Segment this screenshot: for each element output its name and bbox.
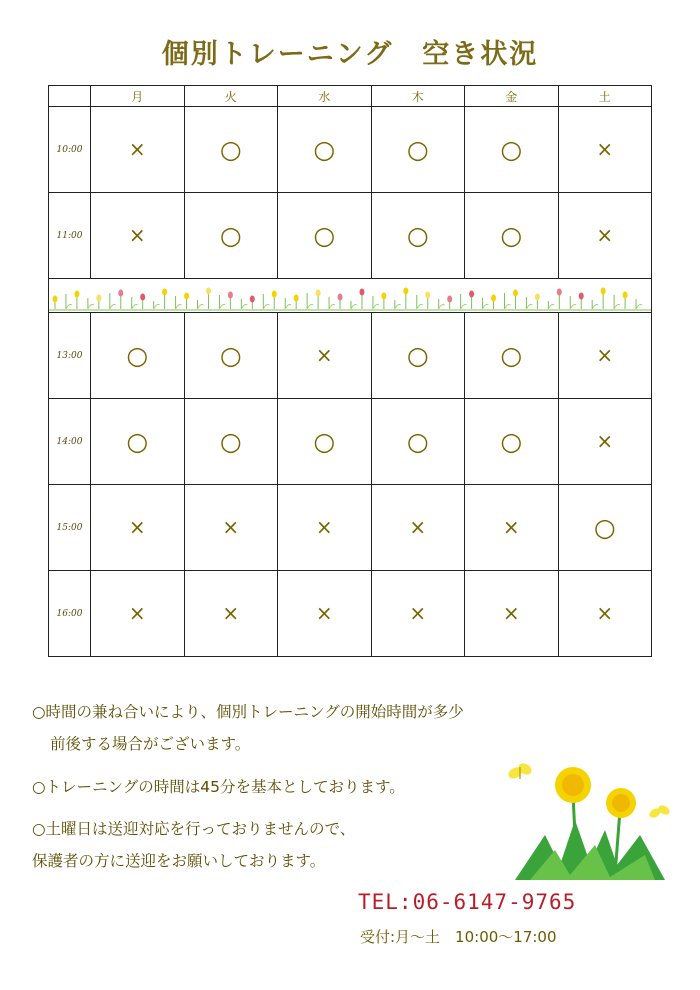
table-row [49,313,652,399]
available-mark: ○ [406,341,429,370]
slot-cell [558,107,652,193]
day-header-tue: 火 [184,86,278,107]
table-row [49,107,652,193]
unavailable-mark: × [128,137,146,161]
slot-cell [91,399,185,485]
slot-cell [184,313,278,399]
available-mark: ○ [406,135,429,164]
slot-cell [371,399,465,485]
butterfly-icon [648,804,671,820]
available-mark: ○ [406,427,429,456]
slot-cell [184,193,278,279]
time-label: 11:00 [49,193,91,279]
slot-cell [278,571,372,657]
slot-cell [91,313,185,399]
slot-cell [371,313,465,399]
time-label: 10:00 [49,107,91,193]
slot-cell [558,193,652,279]
available-mark: ○ [313,427,336,456]
available-mark: ○ [219,341,242,370]
slot-cell [184,571,278,657]
slot-cell [558,399,652,485]
table-row [49,193,652,279]
slot-cell [91,571,185,657]
slot-cell [278,193,372,279]
day-header-mon: 月 [91,86,185,107]
slot-cell [558,313,652,399]
tulip-border [49,279,651,312]
note-line-2: 前後する場合がございます。 [50,735,251,753]
time-label: 15:00 [49,485,91,571]
slot-cell [91,107,185,193]
slot-cell [371,571,465,657]
slot-cell [184,485,278,571]
available-mark: ○ [313,135,336,164]
available-mark: ○ [126,427,149,456]
unavailable-mark: × [596,137,614,161]
time-label: 13:00 [49,313,91,399]
unavailable-mark: × [315,601,333,625]
available-mark: ○ [500,427,523,456]
unavailable-mark: × [502,515,520,539]
reception-hours: 受付:月～土 10:00～17:00 [360,928,557,946]
slot-cell [278,107,372,193]
slot-cell [558,485,652,571]
table-row [49,485,652,571]
day-header-row [49,86,652,107]
note-line-4: ○土曜日は送迎対応を行っておりませんので、 [32,820,356,838]
dandelion-illustration [505,755,680,890]
unavailable-mark: × [596,343,614,367]
slot-cell [371,193,465,279]
available-mark: ○ [313,221,336,250]
slot-cell [278,313,372,399]
table-row [49,571,652,657]
unavailable-mark: × [596,429,614,453]
slot-cell [465,571,559,657]
availability-table [48,85,652,657]
lunch-break-row [49,279,652,313]
unavailable-mark: × [409,515,427,539]
available-mark: ○ [500,341,523,370]
lunch-break-cell [49,279,652,313]
slot-cell [278,399,372,485]
slot-cell [371,107,465,193]
slot-cell [558,571,652,657]
time-label: 14:00 [49,399,91,485]
slot-cell [465,193,559,279]
page-title: 個別トレーニング 空き状況 [161,39,539,70]
available-mark: ○ [500,135,523,164]
unavailable-mark: × [128,223,146,247]
slot-cell [184,107,278,193]
note-line-1: ○時間の兼ね合いにより、個別トレーニングの開始時間が多少 [32,703,464,721]
slot-cell [278,485,372,571]
available-mark: ○ [126,341,149,370]
unavailable-mark: × [409,601,427,625]
unavailable-mark: × [222,601,240,625]
available-mark: ○ [219,135,242,164]
available-mark: ○ [219,427,242,456]
note-line-5: 保護者の方に送迎をお願いしております。 [32,852,326,870]
slot-cell [465,485,559,571]
time-label: 16:00 [49,571,91,657]
day-header-thu: 木 [371,86,465,107]
unavailable-mark: × [128,601,146,625]
slot-cell [465,313,559,399]
butterfly-icon [506,761,533,781]
slot-cell [465,107,559,193]
unavailable-mark: × [128,515,146,539]
unavailable-mark: × [222,515,240,539]
slot-cell [371,485,465,571]
available-mark: ○ [219,221,242,250]
note-line-3: ○トレーニングの時間は45分を基本としております。 [32,778,405,796]
unavailable-mark: × [502,601,520,625]
day-header-sat: 土 [558,86,652,107]
slot-cell [91,193,185,279]
corner-cell [49,86,91,107]
slot-cell [184,399,278,485]
available-mark: ○ [500,221,523,250]
available-mark: ○ [593,513,616,542]
unavailable-mark: × [315,515,333,539]
table-row [49,399,652,485]
tel-number: TEL:06-6147-9765 [358,890,577,914]
slot-cell [91,485,185,571]
day-header-fri: 金 [465,86,559,107]
slot-cell [465,399,559,485]
unavailable-mark: × [315,343,333,367]
unavailable-mark: × [596,223,614,247]
unavailable-mark: × [596,601,614,625]
available-mark: ○ [406,221,429,250]
day-header-wed: 水 [278,86,372,107]
